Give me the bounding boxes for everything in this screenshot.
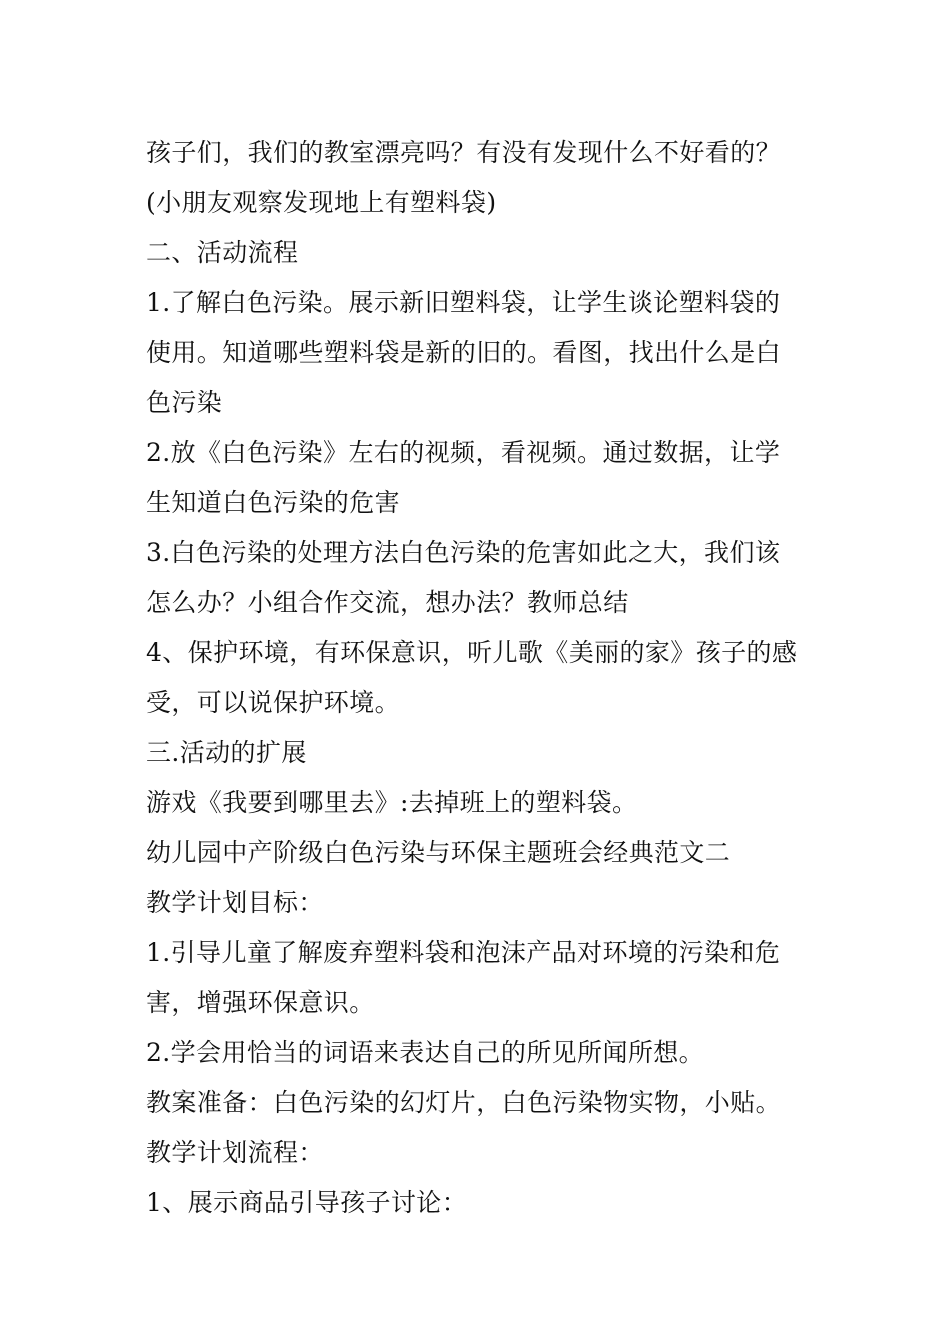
section-heading: 二、活动流程 <box>146 238 299 267</box>
section-heading: 三.活动的扩展 <box>146 738 307 767</box>
text-line: 2.学会用恰当的词语来表达自己的所见所闻所想。 <box>146 1038 705 1067</box>
text-line: 4、保护环境，有环保意识，听儿歌《美丽的家》孩子的感 <box>146 638 798 667</box>
text-line: 怎么办？小组合作交流，想办法？教师总结 <box>146 588 629 617</box>
text-line: 受，可以说保护环境。 <box>146 688 401 717</box>
document-body <box>146 128 816 1228</box>
text-line: 色污染 <box>146 388 223 417</box>
text-line: (小朋友观察发现地上有塑料袋) <box>146 188 497 217</box>
text-line: 游戏《我要到哪里去》:去掉班上的塑料袋。 <box>146 788 638 817</box>
text-line: 1.了解白色污染。展示新旧塑料袋，让学生谈论塑料袋的 <box>146 288 781 317</box>
text-line: 孩子们，我们的教室漂亮吗？有没有发现什么不好看的？ <box>146 138 782 167</box>
text-line: 使用。知道哪些塑料袋是新的旧的。看图，找出什么是白 <box>146 338 782 367</box>
text-line: 教学计划流程： <box>146 1138 324 1167</box>
text-line: 2.放《白色污染》左右的视频，看视频。通过数据，让学 <box>146 438 781 467</box>
text-line: 教案准备：白色污染的幻灯片，白色污染物实物，小贴。 <box>146 1088 782 1117</box>
text-line: 教学计划目标： <box>146 888 324 917</box>
text-line: 生知道白色污染的危害 <box>146 488 401 517</box>
text-line: 1.引导儿童了解废弃塑料袋和泡沫产品对环境的污染和危 <box>146 938 781 967</box>
document-title: 幼儿园中产阶级白色污染与环保主题班会经典范文二 <box>146 838 731 867</box>
text-line: 3.白色污染的处理方法白色污染的危害如此之大，我们该 <box>146 538 781 567</box>
text-line: 1、展示商品引导孩子讨论： <box>146 1188 468 1217</box>
text-line: 害，增强环保意识。 <box>146 988 375 1017</box>
